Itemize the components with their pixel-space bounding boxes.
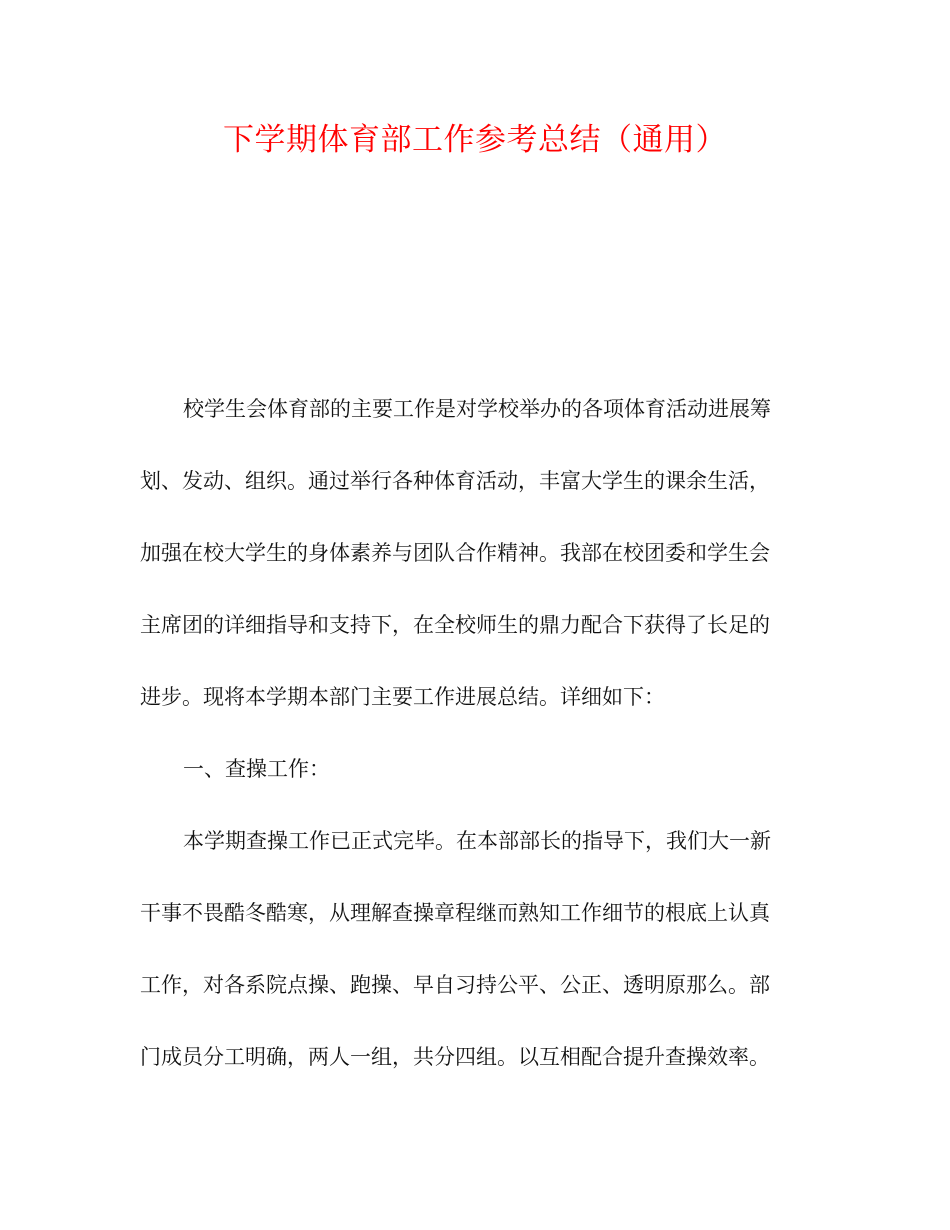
document-body <box>140 393 800 1113</box>
paragraph-line: 校学生会体育部的主要工作是对学校举办的各项体育活动进展筹 <box>183 397 771 421</box>
paragraph-line: 主席团的详细指导和支持下，在全校师生的鼎力配合下获得了长足的 <box>140 613 770 637</box>
section-heading-text: 一、查操工作： <box>183 757 330 781</box>
paragraph-exercise-check <box>140 825 800 1113</box>
paragraph-line: 进步。现将本学期本部门主要工作进展总结。详细如下： <box>140 685 665 709</box>
paragraph-line: 本学期查操工作已正式完毕。在本部部长的指导下，我们大一新 <box>183 829 771 853</box>
paragraph-line: 划、发动、组织。通过举行各种体育活动，丰富大学生的课余生活， <box>140 469 770 493</box>
document-title: 下学期体育部工作参考总结（通用） <box>223 122 727 158</box>
paragraph-line: 工作，对各系院点操、跑操、早自习持公平、公正、透明原那么。部 <box>140 973 770 997</box>
paragraph-line: 门成员分工明确，两人一组，共分四组。以互相配合提升查操效率。 <box>140 1045 770 1069</box>
paragraph-intro <box>140 393 800 753</box>
paragraph-line: 加强在校大学生的身体素养与团队合作精神。我部在校团委和学生会 <box>140 541 770 565</box>
section-heading <box>140 753 800 825</box>
paragraph-line: 干事不畏酷冬酷寒，从理解查操章程继而熟知工作细节的根底上认真 <box>140 901 770 925</box>
